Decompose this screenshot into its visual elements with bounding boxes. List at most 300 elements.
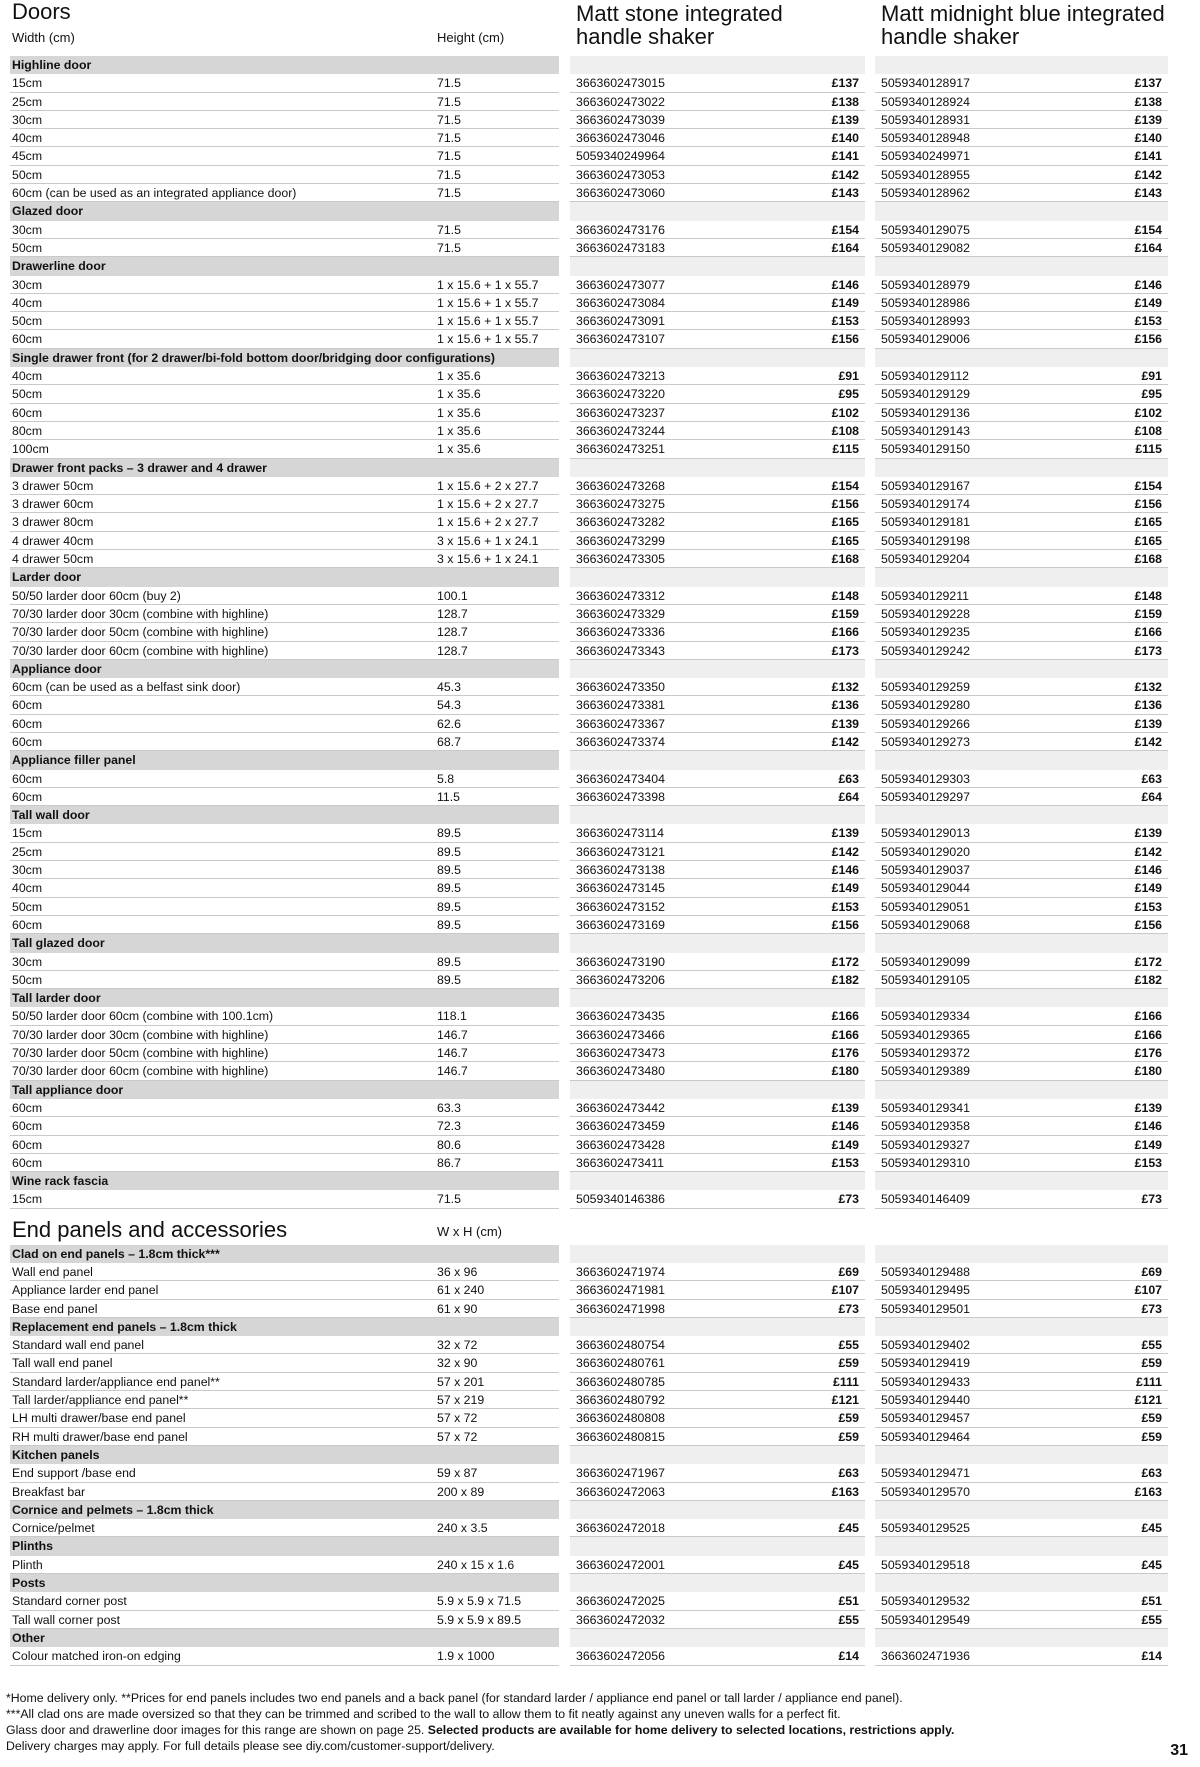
product-price: £59: [1141, 1429, 1162, 1444]
table-row: [570, 770, 865, 788]
product-price: £91: [838, 369, 859, 384]
product-code: 5059340129235: [881, 625, 970, 640]
item-dimension: 89.5: [437, 863, 461, 878]
product-code: 3663602473336: [576, 625, 665, 640]
product-code: 3663602472025: [576, 1594, 665, 1609]
section-spacer: [875, 1172, 1168, 1190]
item-size: 15cm: [12, 826, 43, 841]
item-dimension: 54.3: [437, 698, 461, 713]
table-row: [875, 440, 1168, 458]
size-column-label: W x H (cm): [437, 1223, 502, 1239]
table-row: [10, 93, 559, 111]
product-price: £180: [831, 1064, 859, 1079]
table-row: [875, 1007, 1168, 1025]
item-dimension: 71.5: [437, 94, 461, 109]
product-price: £73: [838, 1192, 859, 1207]
end-panels-header: [10, 1215, 559, 1245]
item-size: 60cm: [12, 716, 43, 731]
table-row: [570, 1428, 865, 1446]
header-spacer: [570, 1215, 865, 1245]
product-price: £139: [831, 112, 859, 127]
doors-title: Doors: [12, 0, 71, 24]
item-size: 70/30 larder door 30cm (combine with highline): [12, 1027, 269, 1042]
table-row: [10, 495, 559, 513]
table-row: [570, 824, 865, 842]
section-spacer: [875, 459, 1168, 477]
product-price: £168: [1134, 552, 1162, 567]
section-spacer: [875, 1081, 1168, 1099]
table-row: [875, 1154, 1168, 1172]
table-row: [875, 495, 1168, 513]
table-row: [570, 898, 865, 916]
section-title: Appliance filler panel: [12, 753, 136, 768]
product-code: 5059340129488: [881, 1265, 970, 1279]
item-size: 60cm (can be used as an integrated appliance door): [12, 186, 297, 201]
item-dimension: 118.1: [437, 1009, 467, 1024]
table-row: [10, 385, 559, 403]
item-dimension: 57 x 72: [437, 1429, 478, 1444]
item-size: 4 drawer 40cm: [12, 533, 94, 548]
table-row: [570, 129, 865, 147]
product-price: £63: [838, 1466, 859, 1481]
product-price: £146: [1134, 863, 1162, 878]
product-price: £59: [838, 1429, 859, 1444]
table-row: [570, 587, 865, 605]
product-code: 3663602480761: [576, 1356, 665, 1371]
end-panels-title: End panels and accessories: [12, 1216, 288, 1242]
table-row: [875, 111, 1168, 129]
table-row: [875, 1409, 1168, 1427]
midnight-blue-rows: [875, 56, 1168, 1666]
table-row: [570, 239, 865, 257]
item-size: 30cm: [12, 863, 43, 878]
page-number: 31: [1170, 1742, 1188, 1759]
table-row: [875, 1483, 1168, 1501]
item-size: Plinth: [12, 1557, 43, 1572]
table-row: [570, 1556, 865, 1574]
product-code: 3663602480808: [576, 1411, 665, 1426]
product-price: £91: [1141, 369, 1162, 384]
table-row: [570, 1099, 865, 1117]
table-row: [10, 367, 559, 385]
item-dimension: 89.5: [437, 917, 461, 932]
product-code: 5059340128962: [881, 186, 970, 201]
section-title: Highline door: [12, 58, 92, 72]
item-dimension: 1 x 35.6: [437, 405, 481, 420]
item-dimension: 62.6: [437, 716, 461, 731]
item-dimension: 71.5: [437, 76, 461, 91]
item-dimension: 1 x 15.6 + 1 x 55.7: [437, 295, 539, 310]
section-title: Tall appliance door: [12, 1082, 124, 1097]
section-header: [10, 1446, 559, 1464]
product-price: £159: [1134, 606, 1162, 621]
item-dimension: 71.5: [437, 131, 461, 146]
table-row: [10, 129, 559, 147]
product-code: 3663602473084: [576, 295, 665, 310]
table-row: [875, 532, 1168, 550]
product-code: 3663602473169: [576, 917, 665, 932]
section-title: Posts: [12, 1576, 46, 1591]
table-row: [10, 953, 559, 971]
section-header: [10, 257, 559, 275]
item-size: 60cm: [12, 1137, 43, 1152]
section-spacer: [875, 56, 1168, 74]
product-code: 5059340129525: [881, 1521, 970, 1536]
product-price: £165: [1134, 515, 1162, 530]
item-dimension: 89.5: [437, 844, 461, 859]
item-dimension: 146.7: [437, 1064, 468, 1079]
item-size: Tall wall end panel: [12, 1356, 113, 1371]
table-row: [875, 1373, 1168, 1391]
product-price: £73: [1141, 1301, 1162, 1316]
product-code: 3663602473480: [576, 1064, 665, 1079]
item-dimension: 80.6: [437, 1137, 461, 1152]
product-price: £45: [1141, 1557, 1162, 1572]
table-row: [875, 1062, 1168, 1080]
section-title: Single drawer front (for 2 drawer/bi-fold bottom door/bridging door configurations): [12, 350, 495, 365]
product-code: 5059340129549: [881, 1612, 970, 1627]
product-code: 5059340128979: [881, 277, 970, 292]
table-row: [10, 1409, 559, 1427]
table-row: [10, 696, 559, 714]
section-spacer: [875, 934, 1168, 952]
product-price: £14: [838, 1649, 859, 1664]
table-row: [875, 385, 1168, 403]
item-dimension: 63.3: [437, 1100, 461, 1115]
item-size: Wall end panel: [12, 1265, 93, 1279]
table-row: [875, 1099, 1168, 1117]
section-header: [10, 1574, 559, 1592]
product-price: £45: [838, 1521, 859, 1536]
item-size: 3 drawer 60cm: [12, 497, 94, 512]
item-dimension: 1 x 15.6 + 1 x 55.7: [437, 314, 539, 329]
item-size: 50cm: [12, 314, 43, 329]
table-row: [875, 1519, 1168, 1537]
product-code: 5059340129150: [881, 442, 970, 457]
product-price: £121: [831, 1393, 859, 1408]
product-price: £165: [1134, 533, 1162, 548]
item-size: 40cm: [12, 131, 43, 146]
product-price: £139: [831, 716, 859, 731]
table-row: [10, 824, 559, 842]
table-row: [570, 1373, 865, 1391]
section-header: [10, 751, 559, 769]
product-code: 5059340129327: [881, 1137, 970, 1152]
product-price: £55: [838, 1612, 859, 1627]
table-row: [570, 495, 865, 513]
section-spacer: [875, 1245, 1168, 1263]
item-size: 50/50 larder door 60cm (combine with 100.1cm): [12, 1009, 274, 1024]
product-price: £159: [831, 606, 859, 621]
table-row: [10, 1592, 559, 1610]
product-code: 5059340129297: [881, 789, 970, 804]
product-code: 3663602473213: [576, 369, 665, 384]
product-price: £156: [831, 332, 859, 347]
item-size: 45cm: [12, 149, 43, 164]
product-price: £63: [1141, 1466, 1162, 1481]
product-code: 5059340129204: [881, 552, 970, 567]
item-dimension: 72.3: [437, 1119, 461, 1134]
table-row: [570, 861, 865, 879]
table-row: [570, 696, 865, 714]
item-size: 70/30 larder door 50cm (combine with highline): [12, 625, 269, 640]
product-price: £168: [831, 552, 859, 567]
item-dimension: 100.1: [437, 588, 468, 603]
product-code: 5059340129372: [881, 1046, 970, 1061]
item-size: 70/30 larder door 50cm (combine with highline): [12, 1046, 269, 1061]
product-code: 3663602473398: [576, 789, 665, 804]
product-price: £142: [1134, 844, 1162, 859]
table-row: [10, 1154, 559, 1172]
table-row: [570, 1154, 865, 1172]
table-row: [875, 1391, 1168, 1409]
section-spacer: [570, 459, 865, 477]
table-row: [10, 239, 559, 257]
product-price: £142: [1134, 167, 1162, 182]
table-row: [570, 440, 865, 458]
product-price: £146: [831, 277, 859, 292]
section-spacer: [570, 568, 865, 586]
item-dimension: 5.8: [437, 771, 455, 786]
product-code: 3663602473343: [576, 643, 665, 658]
item-dimension: 1 x 35.6: [437, 423, 481, 438]
item-size: Appliance larder end panel: [12, 1283, 159, 1298]
table-row: [10, 1136, 559, 1154]
item-dimension: 1 x 15.6 + 1 x 55.7: [437, 277, 539, 292]
table-row: [10, 1428, 559, 1446]
table-row: [875, 422, 1168, 440]
product-code: 5059340128924: [881, 94, 970, 109]
product-price: £163: [831, 1484, 859, 1499]
section-header: [10, 56, 559, 74]
table-row: [10, 587, 559, 605]
table-row: [10, 1336, 559, 1354]
item-size: 25cm: [12, 844, 43, 859]
section-title: Tall wall door: [12, 808, 90, 823]
item-size: 30cm: [12, 954, 43, 969]
item-size: 30cm: [12, 222, 43, 237]
item-size: 15cm: [12, 76, 43, 91]
table-row: [570, 184, 865, 202]
product-code: 3663602471967: [576, 1466, 665, 1481]
item-size: 50cm: [12, 240, 43, 255]
product-price: £153: [1134, 899, 1162, 914]
product-code: 3663602473404: [576, 771, 665, 786]
section-spacer: [875, 257, 1168, 275]
table-row: [10, 788, 559, 806]
item-dimension: 146.7: [437, 1027, 468, 1042]
table-row: [875, 166, 1168, 184]
table-row: [10, 422, 559, 440]
product-code: 3663602473282: [576, 515, 665, 530]
table-row: [570, 916, 865, 934]
product-price: £153: [1134, 1155, 1162, 1170]
product-code: 3663602473046: [576, 131, 665, 146]
item-size: 60cm: [12, 789, 43, 804]
item-dimension: 1.9 x 1000: [437, 1649, 495, 1664]
table-row: [10, 770, 559, 788]
table-row: [875, 1136, 1168, 1154]
table-row: [10, 1044, 559, 1062]
item-dimension: 68.7: [437, 734, 461, 749]
table-row: [10, 1007, 559, 1025]
table-row: [570, 1300, 865, 1318]
product-code: 3663602473428: [576, 1137, 665, 1152]
item-size: 60cm: [12, 1155, 43, 1170]
table-row: [570, 1647, 865, 1665]
product-price: £143: [1134, 186, 1162, 201]
section-title: Kitchen panels: [12, 1447, 100, 1462]
table-row: [875, 367, 1168, 385]
product-code: 5059340129020: [881, 844, 970, 859]
product-price: £146: [1134, 1119, 1162, 1134]
item-dimension: 128.7: [437, 643, 468, 658]
product-price: £137: [1134, 76, 1162, 91]
table-row: [10, 184, 559, 202]
product-price: £182: [831, 972, 859, 987]
product-price: £166: [1134, 625, 1162, 640]
table-row: [570, 642, 865, 660]
product-code: 5059340129075: [881, 222, 970, 237]
section-spacer: [875, 989, 1168, 1007]
table-row: [10, 166, 559, 184]
product-price: £136: [831, 698, 859, 713]
table-row: [570, 953, 865, 971]
product-price: £148: [1134, 588, 1162, 603]
product-code: 3663602473305: [576, 552, 665, 567]
product-code: 5059340129143: [881, 423, 970, 438]
table-row: [10, 1263, 559, 1281]
footnotes: [6, 1690, 1126, 1754]
product-price: £139: [1134, 1100, 1162, 1115]
product-code: 5059340129198: [881, 533, 970, 548]
product-code: 5059340129389: [881, 1064, 970, 1079]
product-code: 3663602473022: [576, 94, 665, 109]
table-row: [875, 1336, 1168, 1354]
item-dimension: 1 x 35.6: [437, 442, 481, 457]
item-dimension: 32 x 90: [437, 1356, 478, 1371]
table-row: [570, 1592, 865, 1610]
product-price: £153: [831, 899, 859, 914]
product-code: 3663602473039: [576, 112, 665, 127]
table-row: [570, 1336, 865, 1354]
item-size: 40cm: [12, 295, 43, 310]
product-code: 5059340128917: [881, 76, 970, 91]
item-dimension: 128.7: [437, 606, 468, 621]
product-price: £59: [1141, 1411, 1162, 1426]
table-row: [10, 879, 559, 897]
product-price: £153: [1134, 314, 1162, 329]
item-size: 40cm: [12, 369, 43, 384]
product-price: £153: [831, 1155, 859, 1170]
section-spacer: [570, 1501, 865, 1519]
product-price: £55: [838, 1338, 859, 1353]
product-code: 3663602473015: [576, 76, 665, 91]
table-row: [10, 532, 559, 550]
section-title: Wine rack fascia: [12, 1174, 109, 1189]
item-dimension: 240 x 3.5: [437, 1521, 488, 1536]
section-header: [10, 459, 559, 477]
item-dimension: 89.5: [437, 826, 461, 841]
section-spacer: [875, 568, 1168, 586]
table-row: [875, 550, 1168, 568]
product-code: 5059340129341: [881, 1100, 970, 1115]
product-price: £154: [1134, 478, 1162, 493]
table-row: [570, 550, 865, 568]
product-code: 5059340249964: [576, 149, 665, 164]
item-size: 100cm: [12, 442, 49, 457]
product-code: 5059340129358: [881, 1119, 970, 1134]
product-code: 3663602473152: [576, 899, 665, 914]
product-code: 5059340129211: [881, 588, 969, 603]
section-spacer: [570, 349, 865, 367]
product-code: 3663602473121: [576, 844, 665, 859]
product-code: 3663602473251: [576, 442, 665, 457]
section-spacer: [570, 1629, 865, 1647]
item-dimension: 200 x 89: [437, 1484, 485, 1499]
product-code: 5059340129051: [881, 899, 970, 914]
table-row: [875, 861, 1168, 879]
section-header: [10, 1629, 559, 1647]
product-code: 3663602473237: [576, 405, 665, 420]
item-dimension: 1 x 15.6 + 2 x 27.7: [437, 478, 539, 493]
product-code: 3663602473107: [576, 332, 665, 347]
product-price: £146: [831, 863, 859, 878]
table-row: [875, 294, 1168, 312]
table-row: [875, 770, 1168, 788]
table-row: [570, 111, 865, 129]
table-row: [10, 843, 559, 861]
item-dimension: 71.5: [437, 1192, 461, 1207]
item-size: Standard larder/appliance end panel**: [12, 1374, 220, 1389]
item-size: 70/30 larder door 60cm (combine with highline): [12, 643, 269, 658]
section-spacer: [570, 660, 865, 678]
section-title: Tall larder door: [12, 991, 101, 1006]
table-row: [875, 715, 1168, 733]
section-header: [10, 1245, 559, 1263]
product-code: 3663602473220: [576, 387, 665, 402]
footnote-text: Glass door and drawerline door images for this range are shown on page 25.: [6, 1723, 428, 1737]
product-code: 3663602473459: [576, 1119, 665, 1134]
product-price: £156: [1134, 332, 1162, 347]
product-code: 3663602473442: [576, 1100, 665, 1115]
section-header: [10, 1318, 559, 1336]
table-row: [875, 1647, 1168, 1665]
table-row: [570, 1483, 865, 1501]
table-row: [570, 1464, 865, 1482]
product-code: 5059340129242: [881, 643, 970, 658]
table-row: [10, 147, 559, 165]
table-row: [10, 1391, 559, 1409]
table-row: [570, 623, 865, 641]
table-row: [570, 404, 865, 422]
product-price: £149: [1134, 881, 1162, 896]
product-code: 5059340129112: [881, 369, 969, 384]
midnight-blue-title: Matt midnight blue integrated handle shaker: [881, 1, 1165, 49]
product-price: £64: [838, 789, 859, 804]
table-row: [570, 147, 865, 165]
table-row: [570, 678, 865, 696]
section-spacer: [570, 1318, 865, 1336]
table-row: [10, 1519, 559, 1537]
product-price: £14: [1141, 1649, 1162, 1664]
item-dimension: 240 x 15 x 1.6: [437, 1557, 515, 1572]
table-row: [570, 1026, 865, 1044]
height-column-label: Height (cm): [437, 30, 505, 45]
item-dimension: 57 x 201: [437, 1374, 485, 1389]
product-code: 3663602473183: [576, 240, 665, 255]
item-size: 50/50 larder door 60cm (buy 2): [12, 588, 181, 603]
